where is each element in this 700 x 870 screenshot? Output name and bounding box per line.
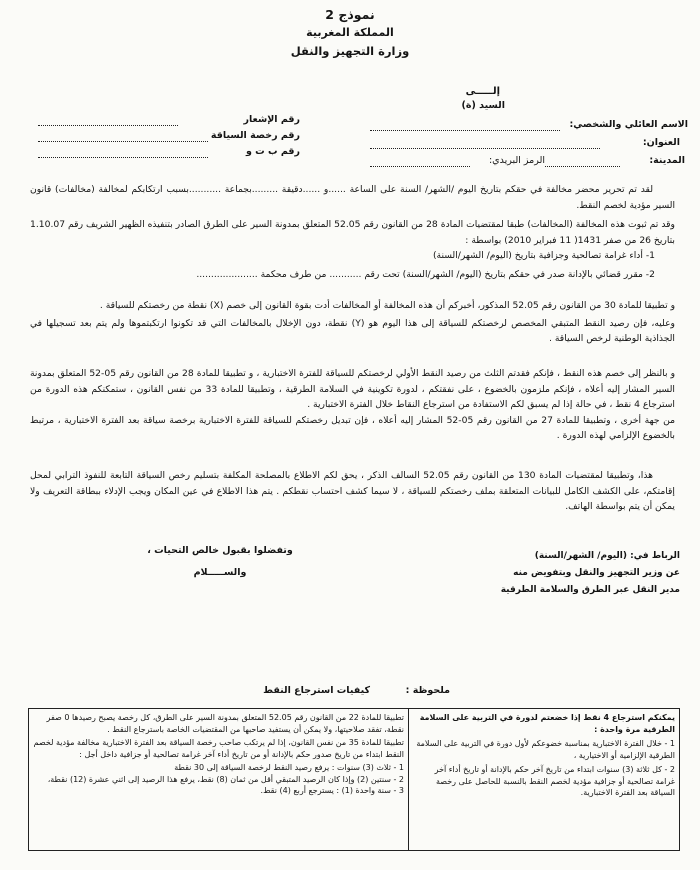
paragraph-violation-report: لقد تم تحرير محضر مخالفة في حقكم بتاريخ اليوم /الشهر/ السنة على الساعة ......و ......دقيقة .........بجماعة ...........بسبب ارتكابكم لمخالفة (مخالفات) قانون السير مؤدية لخصم النقط. [30, 184, 675, 211]
license-number-line[interactable] [38, 140, 208, 142]
list-item-court-decision: 2- مقرر قضائي بالإدانة صدر في حقكم بتاريخ (اليوم/ الشهر/السنة) تحت رقم ........... من طرف محكمة ..................... [196, 268, 655, 280]
notes-right-column [409, 709, 680, 851]
form-model-number: نموذج 2 [325, 7, 375, 22]
notice-number-label: رقم الإشعار [243, 114, 300, 125]
paragraph-remaining-balance: وعليه، فإن رصيد النقط المتبقي المخصص لرخصتكم للسياقة إلى هذا اليوم هو (Y) نقطة، دون الإخلال بالمخالفات التي قد تكونوا ارتكبتموها ولم يتم بعد تسجيلها في الجذاذية الوطنية لرخص السياقة . [30, 317, 675, 344]
notes-label: ملحوظة : [405, 685, 450, 696]
signatory-line-1: عن وزير التجهيز والنقل وبتفويض منه [513, 568, 680, 578]
note-zero-balance: تطبيقا للمادة 22 من القانون رقم 52.05 المتعلق بمدونة السير على الطرق، كل رخصة يصبح رصيدها 0 صفر نقطة، تفقد صلاحيتها، ولا يمكن أن يستفيد صاحبها من المقتضيات الخاصة باسترجاع النقط . [46, 713, 404, 734]
signatory-line-2: مدير النقل عبر الطرق والسلامة الطرقية [500, 585, 680, 595]
ministry-title: وزارة التجهيز والنقل [290, 44, 410, 58]
paragraph-points-deduction: و تطبيقا للمادة 30 من القانون رقم 52.05 المذكور، أخبركم أن هذه المخالفة أو المخالفات أدت بقوة القانون إلى خصم (X) نقطة من رخصتكم للسياقة . [99, 300, 675, 311]
closing-greeting: وتفضلوا بقبول خالص التحيات ، [147, 545, 293, 556]
closing-salam: والســـــلام [193, 567, 247, 578]
notes-title: كيفيات استرجاع النقط [263, 685, 370, 696]
license-number-label: رقم رخصة السياقة [210, 130, 300, 141]
note-recovery-intro: يمكنكم استرجاع 4 نقط إذا خضعتم لدورة في التربية على السلامة الطرقية مرة واحدة : [419, 713, 675, 734]
kingdom-title: المملكة المغربية [306, 26, 394, 39]
note-recovery-three-years: 2 - كل ثلاثة (3) سنوات ابتداء من تاريخ آخر حكم بالإدانة أو تاريخ أداء آخر غرامة تصالحية أو جزافية مؤدية لخصم النقط بالنسبة للحاصل على رخصة السياقة بعد الفترة الاختبارية. [434, 765, 675, 797]
postal-code-label: الرمز البريدي: [488, 155, 545, 166]
paragraph-consultation-rights: هذا، وتطبيقا لمقتضيات المادة 130 من القانون رقم 52.05 السالف الذكر ، يحق لكم الاطلاع بالمصلحة المكلفة بتسليم رخص السياقة التابعة للنفوذ الترابي لمحل إقامتكم، على الكشف الكامل للبيانات المتعلقة بملف رخصتكم للسياقة ، لا سيما كشف احتساب نقطكم . يتم هذا الاطلاع في عين المكان ويجب الإدلاء ببطاقة التعريف ولا يمكن أن يتم بواسطة الهاتف. [30, 470, 675, 512]
list-item-fine-payment: 1- أداء غرامة تصالحية وجزافية بتاريخ (اليوم/ الشهر/السنة) [432, 250, 655, 261]
points-recovery-table [28, 708, 680, 851]
address-label: العنوان: [642, 137, 680, 148]
name-line[interactable] [370, 129, 560, 131]
note-option-three-years: 1 - ثلاث (3) سنوات : يرفع رصيد النقط لرخصة السياقة إلى 30 نقطة [174, 763, 404, 772]
id-number-line[interactable] [38, 156, 208, 158]
paragraph-license-exchange: من جهة أخرى ، وتطبيقا للمادة 27 من القانون رقم 05-52 المشار إليه أعلاه ، فإن تبديل رخصتكم للسياقة للفترة الاختبارية برخصة سياقة بعد الفترة الاختبارية ، مرتبط بالخضوع الإلزامي لهذه الدورة . [30, 414, 675, 441]
id-number-label: رقم ب ت و [245, 146, 300, 157]
note-article-35: تطبيقا للمادة 35 من نفس القانون، إذا لم يرتكب صاحب رخصة السياقة بعد الفترة الاختبارية مخالفة مؤدية لخصم النقط ابتداء من تاريخ صدور حكم بالإدانة أو من تاريخ أداء آخر غرامة تصالحية أو جزافية داخل أجل : [33, 738, 404, 759]
paragraph-legal-basis: وقد تم ثبوت هذه المخالفة (المخالفات) طبقا لمقتضيات المادة 28 من القانون رقم 52.05 المتعلق بمدونة السير على الطرق الصادر بتنفيذه الظهير الشريف رقم 1.10.07 بتاريخ 26 من صفر 1431( 11 فبراير 2010) بواسطة : [30, 219, 675, 246]
place-and-date: الرباط في: (اليوم/ الشهر/السنة) [534, 551, 680, 561]
note-recovery-probation: 1 - خلال الفترة الاختبارية بمناسبة خضوعكم لأول دورة في التربية على السلامة الطرقية الإلزامية أو الاختيارية ، [416, 739, 675, 760]
name-label: الاسم العائلي والشخصي: [569, 119, 688, 130]
city-label: المدينة: [649, 155, 685, 166]
notice-number-line[interactable] [38, 124, 178, 126]
postal-code-line[interactable] [370, 165, 470, 167]
recipient-to: إلـــــى [465, 86, 500, 97]
notes-left-column [29, 709, 409, 851]
recipient-title: السيد (ة) [461, 100, 505, 111]
note-option-two-years: 2 - سنتين (2) وإذا كان الرصيد المتبقي أقل من ثمان (8) نقط، يرفع هذا الرصيد إلى اثني عشرة (12) نقطة، [47, 774, 404, 784]
address-line[interactable] [370, 147, 600, 149]
city-line[interactable] [545, 165, 620, 167]
paragraph-training-course: و بالنظر إلى خصم هذه النقط ، فإنكم فقدتم الثلث من رصيد النقط الأولي لرخصتكم للسياقة للفترة الاختبارية ، و تطبيقا للمادة 28 من القانون رقم 05-52 المتعلق بمدونة السير المشار إليه أعلاه ، فإنكم ملزمون بالخضوع ، على نفقتكم ، لدورة تكوينية في السلامة الطرقية ، وتطبيقا للمادة 33 من نفس القانون ، ستمكنكم هذه الدورة من استرجاع 4 نقط ، في حالة إذا لم يسبق لكم الاستفادة من استرجاع النقاط خلال الفترة الاختبارية . [30, 368, 676, 410]
note-option-one-year: 3 - سنة واحدة (1) : يسترجع أربع (4) نقط. [260, 786, 404, 795]
